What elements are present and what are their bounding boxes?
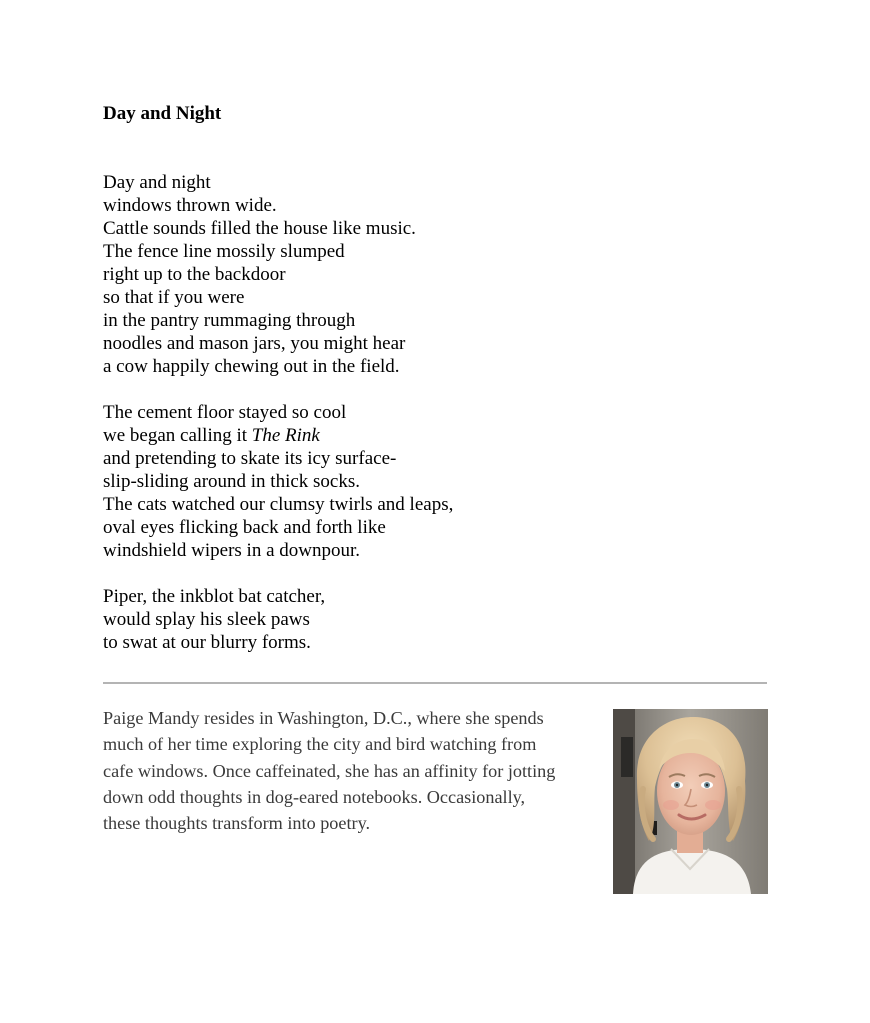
poem-line: Day and night [103, 172, 211, 193]
bio-line: down odd thoughts in dog-eared notebooks. Occasionally, [103, 786, 526, 807]
poem-line: The cats watched our clumsy twirls and leaps, [103, 494, 454, 515]
poem-line: oval eyes flicking back and forth like [103, 517, 386, 538]
bio-line: cafe windows. Once caffeinated, she has an affinity for jotting [103, 760, 556, 781]
poem-line: to swat at our blurry forms. [103, 632, 311, 653]
poem-stanza-1 [103, 171, 743, 378]
poem-line: would splay his sleek paws [103, 609, 310, 630]
poem-line: right up to the backdoor [103, 264, 286, 285]
poem-line: windows thrown wide. [103, 195, 277, 216]
poem-line: a cow happily chewing out in the field. [103, 356, 400, 377]
bio-line: much of her time exploring the city and bird watching from [103, 734, 537, 755]
poem-stanza-2 [103, 401, 743, 562]
author-bio [103, 705, 608, 836]
poem-line-text: we began calling it [103, 425, 252, 446]
poem-line: so that if you were [103, 287, 245, 308]
poem-line: windshield wipers in a downpour. [103, 540, 361, 561]
poem-line: noodles and mason jars, you might hear [103, 333, 406, 354]
poem-line: Piper, the inkblot bat catcher, [103, 586, 326, 607]
poem-line-with-italic [103, 424, 743, 447]
author-portrait-illustration [613, 709, 768, 894]
poem-title: Day and Night [103, 103, 222, 124]
bio-line: Paige Mandy resides in Washington, D.C., where she spends [103, 708, 544, 728]
section-divider [103, 682, 767, 684]
poem-italic-phrase: The Rink [251, 425, 320, 446]
poem-line: in the pantry rummaging through [103, 310, 356, 331]
poem-line: The fence line mossily slumped [103, 241, 345, 262]
bio-line: these thoughts transform into poetry. [103, 813, 371, 834]
poem-line: Cattle sounds filled the house like music. [103, 218, 416, 239]
poem-body [103, 171, 743, 677]
poem-stanza-3 [103, 585, 743, 654]
poem-line: The cement floor stayed so cool [103, 402, 347, 423]
poem-line: slip-sliding around in thick socks. [103, 471, 361, 492]
poem-line: and pretending to skate its icy surface- [103, 448, 397, 469]
author-photo [613, 709, 768, 894]
